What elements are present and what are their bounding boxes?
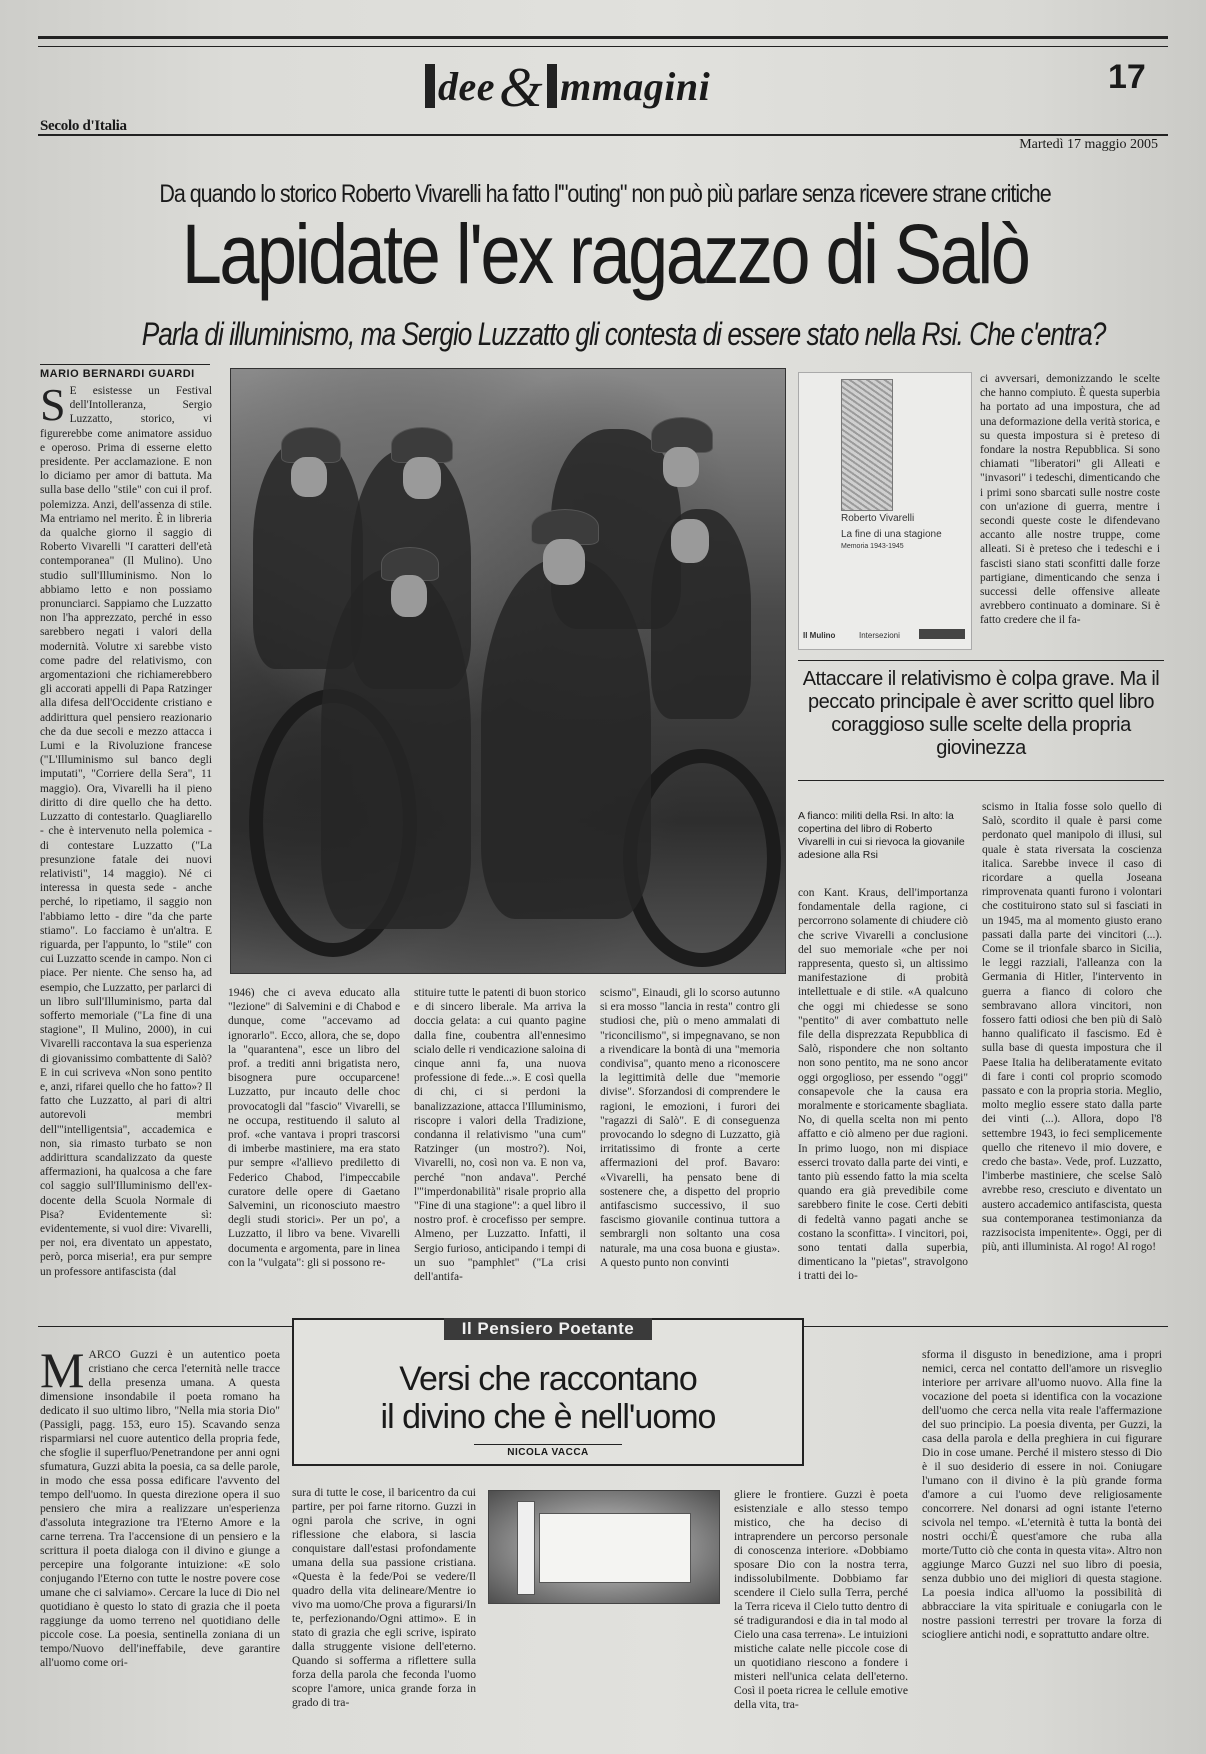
pullquote: Attaccare il relativismo è colpa grave. Ma il peccato principale è aver scritto quel libro coraggioso sulle scelte della propria giovinezza [802, 668, 1160, 759]
issue-date: Martedì 17 maggio 2005 [1019, 137, 1158, 152]
face-2 [403, 457, 441, 499]
book-title: La fine di una stagione [841, 529, 942, 540]
section-bar-2 [547, 64, 557, 108]
face-6 [671, 519, 709, 563]
scroll-handle-icon [517, 1501, 535, 1595]
article-column-1 [40, 384, 212, 1384]
poetry-headline-2: il divino che è nell'uomo [380, 1398, 716, 1436]
book-publisher: Il Mulino [803, 631, 836, 640]
article-column-3: stituire tutte le patenti di buon storico e di sincero liberale. Ma arriva la doccia gelata: a cui quanto pagine dalla fine, coubentra all'ennesimo scialo delle ri vendicazione saloina di cinque anni fa, una nuova professione di fede...». E così quella di chi, ci si perdoni la banalizzazione, attacca l'Illuminismo, riscopre i valori della Tradizione, condanna il relativismo "una cum" Ratzinger (un mostro?). Noi, Vivarelli, no, così non va. E non va, perché "non andava". Perché l'"imperdonabilità" risale proprio alla "Fine di una stagione": a quel libro il nostro prof. è crocefisso per sempre. Almeno, per Luzzatto. Infatti, il Sergio furioso, anticipando i tempi di un suo "pamphlet" ("La crisi dell'antifa- [414, 987, 586, 1284]
pullquote-rule-bottom [798, 780, 1164, 781]
top-rule-thin [38, 46, 1168, 47]
article-column-2: 1946) che ci aveva educato alla "lezione" di Salvemini e di Chabod e dunque, come "accevamo ad ignorarlo". Ecco, allora, che se, dopo la "quarantena", esce un libro del prof. a trediti anni brigatista nero, bisognera pure occuparcene! Luzzatto, pur incauto delle choc provocatogli dal "fascio" Vivarelli, se ne occupa, restituendo il saluto al prof. «che vantava i propri trascorsi di imberbe mastiniere, ma era stato pur sempre «l'allievo prediletto di Federico Chabod, l'impeccabile curatore delle opere di Gaetano Salvemini, un riconosciuto maestro degli studi storici». Per un po', a Luzzatto, il libro va bene. Vivarelli documenta e argomenta, pare in linea con la "vulgata": gli si possono re- [228, 987, 400, 1269]
article-column-7: scismo in Italia fosse solo quello di Salò, scordito il quale è parsi come perdonato quel manipolo di illusi, sul quale è stata riversata la coscienza italica. Sarebbe invece il caso di ricordare a quella Joseana rimprovenata quanti furono i volontari che costituirono stato sul si fasciati in un 1945, ma al momento giusto erano passati dalla parte dei vincitori (...). Come se il trionfale sbarco in Sicilia, le leggi razziali, l'alleanza con la Germania di Hitler, l'intervento in guerra a fianco di coloro che sembravano allora vincitori, non fossero fatti odiosi che ben più di Salò hanno qualificato il fascismo. Ed è sulla base di questa impostura che il Paese Italia ha deliberatamente evitato di fare i conti col proprio scomodo passato e con la propria storia. Meglio, molto meglio essere stato dalla parte dei vinti (...). Allora, dopo l'8 settembre 1943, io feci semplicemente quello che ritenevo il mio dovere, e credo che basta». Vede, prof. Luzzatto, l'imberbe mastiniere, che scelse Salò avrebbe reso, cresciuto e diventato un austero accademico antifascista, questa sua contemporanea testimonianza da razzisocista impenitente». Oggi, per di più, anti illuminista. Al rogo! Al rogo! [982, 801, 1162, 1254]
poetry-banner: Il Pensiero Poetante [444, 1318, 652, 1340]
article-byline: MARIO BERNARDI GUARDI [40, 364, 210, 380]
poetry-column-2: sura di tutte le cose, il baricentro da cui partire, per poi farne ritorno. Guzzi in ogni parola che scrive, in ogni riflessione che elabora, si lascia conquistare dall'estasi profondamente umana della sua passione cristiana. «Questa è la fede/Poi se vedere/Il quadro della vita delineare/Mentre io vivo ma uomo/Che prova a figurarsi/In te, perfezionando/Ogni attimo». E in stato di grazia che egli scrive, ispirato dalla struggente visione dell'eterno. Quando si sofferma a riflettere sulla forza della parola che feconda l'uomo scopre l'amore, unica grande forza in grado di tra- [292, 1486, 476, 1709]
section-title-left: dee [438, 64, 496, 109]
paper-name: Secolo d'Italia [40, 118, 127, 134]
poetry-column-1-text: ARCO Guzzi è un autentico poeta cristiano che cerca l'eternità nelle tracce della presenza umana. A questa dimensione insondabile il poeta romano ha dedicato il suo ultimo libro, "Nella mia storia Dio" (Passigli, pagg. 153, euro 15). Scavando senza risparmiarsi nel cuore autentico della propria fede, che sfoglie il superfluo/Penetrandone per anni ogni sfumatura, Guzzi abita la poesia, ca sa delle parole, in modo che essa possa edificare l'avvento del tempo dell'uomo. In questa direzione opera il suo pensiero che mira a realizzare un'esperienza d'assoluta integrazione tra l'Eterno Amore e la carne terrena. Tra l'accensione di un pensiero e la scrittura il poeta dialoga con il divino e giunge a percepire una folgorante intuizione: «E solo conjugando l'Eterno con tutte le nostre povere cose umane che ci salviamo». Cercare la luce di Dio nel quotidiano è questo lo stato di grazia che il poeta raggiunge da uomo terreno nel quotidiano delle piccole cose. La poesia, sentinella zoniana di un tempo/Nuovo dell'ineffabile, deve garantire all'uomo come ori- [40, 1348, 280, 1669]
poetry-column-3 [612, 1488, 908, 1746]
section-title-right: mmagini [560, 64, 711, 109]
article-column-1-text: E esistesse un Festival dell'Intolleranza, Sergio Luzzatto, storico, vi figurerebbe come animatore assiduo e operoso. Prima di esserne eletto presidente. Per acclamazione. E non lo diciamo per amor di battuta. Ma sulla base dello "stile" con cui il prof. polemizza. Anzi, dell'assenza di stile. Ma entriamo nel merito. È in libreria da qualche giorno il saggio di Roberto Vivarelli "I caratteri dell'età contemporanea" (Il Mulino). Uno studio sull'Illuminismo. Non lo abbiamo letto e non possiamo pronunciarci. Sappiamo che Luzzatto non l'ha apprezzato, perché in esso sarebbero negati i valori della modernità. Volutre xi sarebbe visto come padre del relativismo, con argomentazioni che richiamerebbero gli accorati appelli di Papa Ratzinger alla difesa dell'Occidente cristiano e addirittura quel pensiero reazionario che da due secoli e mezzo attacca i Lumi e la Rivoluzione francese ("L'Illuminismo sul banco degli imputati", "Corriere della Sera", 11 maggio). Ora, Vivarelli ha il pieno diritto di dire quello che ha detto. Luzzatto di contestarlo. Quagliarello - che è intervenuto nella polemica - di contestare Luzzatto ("La presunzione fatale dei nuovi relativisti", 14 maggio). Né ci interessa in questa sede - anche perché, lo ripetiamo, il saggio non l'abbiamo letto - dire "da che parte stiamo". Lo facciamo è un'altra. E riguarda, per l'appunto, lo "stile" con cui Luzzatto scende in campo. Non ci piace. Per niente. Che senso ha, ad esempio, che Luzzatto, per parlarci di un libro sull'Illuminismo, parta dal sofferto memoriale ("La fine di una stagione", Il Mulino, 2000), in cui Vivarelli raccontava la sua esperienza di giovanissimo combattente di Salò? E in cui scriveva «Non sono pentito e, anzi, rifarei quello che ho fatto»? Il fatto che Luzzatto, al pari di altri autorevoli membri dell'"intelligentsia", accademica e non, sia rimasto turbato se non addirittura scandalizzato da queste affermazioni, ha qualcosa a che fare col saggio sull'Illuminismo dell'ex-docente della Scuola Normale di Pisa? Evidentemente sì: evidentemente, si vuol dire: Vivarelli, per noi, era diventato un appestato, però, porca miseria!, era pur sempre un professore antifascista (dal [40, 385, 212, 1278]
poetry-dropcap: M [40, 1348, 85, 1398]
poetry-column-3-text: gliere le frontiere. Guzzi è poeta esistenziale e allo stesso tempo mistico, che ha deciso di intraprendere un percorso personale di conoscenza interiore. «Dobbiamo sposare Dio con la nostra terra, indissolubilmente. Dobbiamo far scendere il Cielo sulla Terra, perché la Terra riceva il Cielo tutto dentro di sé tradigurandosi e dia in tal modo al Cielo una casa terrena». Le intuizioni mistiche calate nelle piccole cose di un quotidiano riescono a fondere i misteri nell'unica celata dell'eterno. Così il poeta ricrea le cellule emotive della vita, tra- [734, 1488, 908, 1711]
poetry-box-header [292, 1318, 804, 1466]
soldiers-photo [230, 368, 786, 974]
article-kicker: Da quando lo storico Roberto Vivarelli ha fatto l'"outing" non può più parlare senza ricevere strane critiche [159, 180, 1051, 208]
book-author: Roberto Vivarelli [841, 513, 915, 524]
face-4 [391, 575, 427, 617]
face-5 [543, 539, 585, 585]
article-column-6: con Kant. Kraus, dell'importanza fondamentale della ragione, ci percorrono solamente di chiudere ciò che scrive Vivarelli a conclusione del suo memoriale «che per noi rappresenta, questo sì, un altissimo manifestazione di probità intellettuale e di stile. «A qualcuno che oggi mi chiedesse se sono "pentito" di aver combattuto nelle file della disprezzata Repubblica di Salò, rispondere che non soltanto non sono pentito, ma ne sono ancor oggi orgoglioso, per essendo "oggi" consapevole che la causa era moralmente e storicamente sbagliata. No, di quella scelta non mi pento affatto e ciò almeno per due ragioni. In primo luogo, non mi dispiace esserci trovato dalla parte dei vinti, e tanto più essendo fatto la mia scelta quando era già prevedibile come sarebbero finite le cose. Certi debiti di fedeltà vanno pagati anche se costano la sconfitta». I vincitori, poi, sono tentati dalla superbia, dimenticano la "pietas", stravolgono i tratti dei lo- [798, 887, 968, 1283]
poetry-headline-1: Versi che raccontano [399, 1360, 697, 1398]
book-cover-map [841, 379, 893, 511]
article-deck: Parla di illuminismo, ma Sergio Luzzatto gli contesta di essere stato nella Rsi. Che c'entra? [141, 316, 1106, 352]
soldier-figure-5 [321, 569, 471, 929]
page-number: 17 [1108, 58, 1146, 96]
face-3 [663, 447, 699, 487]
article-column-4: scismo", Einaudi, gli lo scorso autunno si era mosso "lancia in resta" contro gli studiosi che, più o meno ammalati di "riconcilismo", si impegnavano, se non a rivendicare la bontà di una "memoria condivisa", quanto meno a riconoscere la legittimità delle due "memorie divise". Sforzandosi di comprendere le ragioni, le emozioni, i furori dei "ragazzi di Salò". E di conseguenza provocando lo sdegno di Luzzatto, già irritatissimo di fronte a certe affermazioni del prof. Bavaro: «Vivarelli, ha pensato bene di sostenere che, a dispetto del proprio antifascismo successivo, il suo fascismo giovanile continua tuttora a sembrargli non soltanto una cosa naturale, ma una cosa buona e giusta». A questo punto non convinti [600, 987, 780, 1269]
section-title [425, 56, 710, 120]
section-bar-1 [425, 64, 435, 108]
article-column-5: ci avversari, demonizzando le scelte che hanno compiuto. È questa superbia ha portato ad una impostura, che ad una deformazione della verità storica, e su questa impostura si è preteso di fondare la nostra Repubblica. Si sono chiamati "liberatori" gli Alleati e "invasori" i tedeschi, dimenticando che i primi sono sbarcati sulle nostre coste con un'azione di guerra, mentre i secondi queste coste le difendevano accanto alle nostre truppe, come alleati. Si è preteso che i tedeschi e i fascisti siano stati sconfitti dalle forze partigiane, dimenticando che senza i successi delle offensive alleate avrebbero continuato a dominare. Si è fatto credere che il fa- [980, 373, 1160, 627]
poetry-column-1 [40, 1348, 280, 1748]
book-cover [798, 372, 972, 650]
article-dropcap: S [40, 384, 66, 430]
photo-caption: A fianco: militi della Rsi. In alto: la copertina del libro di Roberto Vivarelli in cui si rievoca la giovanile adesione alla Rsi [798, 810, 965, 861]
article-headline: Lapidate l'ex ragazzo di Salò [181, 207, 1029, 301]
poetry-column-4: sforma il disgusto in benedizione, ama i propri nemici, cerca nel contatto dell'amore un risveglio interiore per arrivare all'uomo nuovo. Alla fine la vocazione del poeta si identifica con la vocazione dell'uomo che cerca nella vita reale l'affermazione del suo principio. La poesia diventa, per Guzzi, la casa della parola e della preghiera in cui figurare Dio in cose umane. Perché il mistero stesso di Dio è il suo desiderio di essere in noi. Coniugare l'umano con il divino è la più grande forma d'amore a cui l'uomo deve religiosamente concorrere. Nel donarsi ad ogni istante l'eterno scivola nel tempo. «L'eternità è tutta la bontà dei nostri occhi/È quest'amore che ruba alla morte/Tutto ciò che conta in questa vita». Altro non aggiunge Marco Guzzi nel suo libro di poesia, senza dubbio uno dei migliori di questa stagione. La poesia indica all'uomo la possibilità di abbracciare la vita spirituale e coniugarla con le nostre passioni terrestri per trovare la forza di sciogliere antichi nodi, e soprattutto andare oltre. [922, 1348, 1162, 1641]
masthead-rule [38, 134, 1168, 136]
book-subtitle: Memoria 1943-1945 [841, 543, 904, 550]
book-series: Intersezioni [859, 631, 900, 640]
book-barcode [919, 629, 965, 639]
poetry-byline: NICOLA VACCA [474, 1444, 622, 1458]
section-ampersand: & [499, 57, 544, 119]
face-1 [291, 457, 327, 497]
pullquote-rule-top [798, 660, 1164, 661]
top-rule [38, 36, 1168, 39]
soldier-figure-6 [481, 559, 651, 919]
